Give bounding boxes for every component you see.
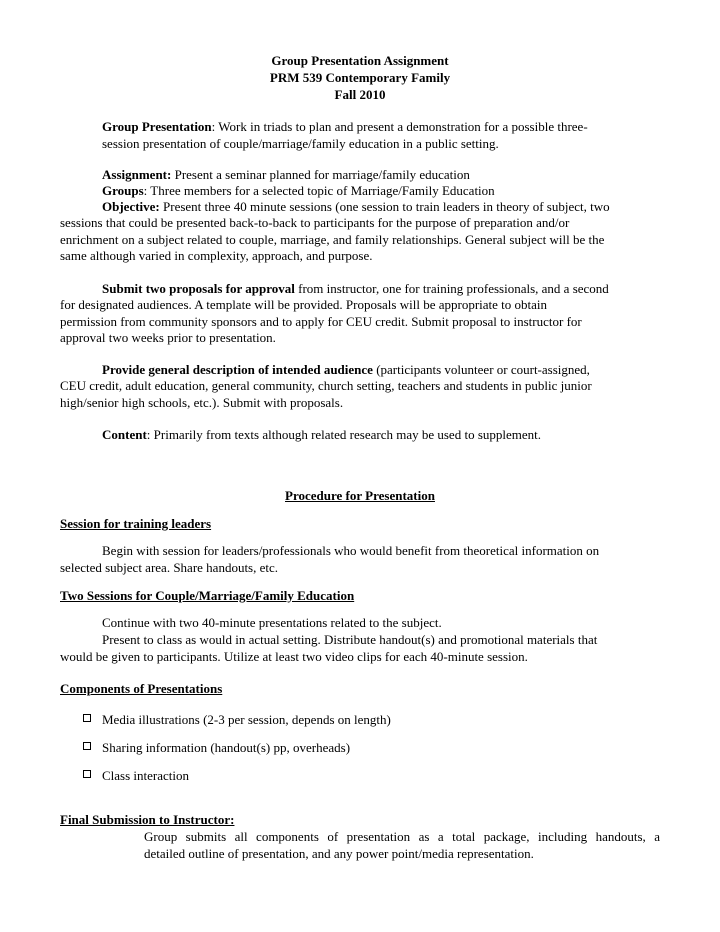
components-heading: Components of Presentations — [60, 681, 223, 696]
content-label: Content — [102, 427, 147, 442]
submit-line-1: Submit two proposals for approval from instructor, one for training professionals, and a second — [102, 281, 609, 296]
objective-line-3: enrichment on a subject related to couple, marriage, and family relationships. General subject will be the — [60, 232, 605, 247]
assignment-line: Assignment: Present a seminar planned for marriage/family education — [102, 167, 470, 182]
content-line: Content: Primarily from texts although related research may be used to supplement. — [102, 427, 542, 442]
component-item-media: Media illustrations (2-3 per session, depends on length) — [102, 712, 391, 727]
term: Fall 2010 — [334, 87, 386, 102]
component-item-interaction: Class interaction — [102, 768, 190, 783]
checkbox-icon — [83, 714, 91, 722]
training-line-2: selected subject area. Share handouts, etc. — [60, 560, 279, 575]
checkbox-icon — [83, 742, 91, 750]
objective-label: Objective: — [102, 199, 160, 214]
group-presentation-label: Group Presentation — [102, 119, 212, 134]
description-line-2: CEU credit, adult education, general community, church setting, teachers and students in public junior — [60, 378, 592, 393]
objective-line-2: sessions that could be presented back-to-back to participants for the purpose of preparation and/or — [60, 215, 570, 230]
submit-label: Submit two proposals for approval — [102, 281, 295, 296]
submit-line-4: approval two weeks prior to presentation. — [60, 330, 276, 345]
group-presentation-line-1: Group Presentation: Work in triads to plan and present a demonstration for a possible three- — [102, 119, 588, 134]
groups-line: Groups: Three members for a selected topic of Marriage/Family Education — [102, 183, 495, 198]
objective-line-1: Objective: Present three 40 minute sessions (one session to train leaders in theory of subject, two — [102, 199, 610, 214]
two-sessions-heading: Two Sessions for Couple/Marriage/Family Education — [60, 588, 355, 603]
objective-line-4: same although varied in complexity, approach, and purpose. — [60, 248, 373, 263]
two-sessions-line-1: Continue with two 40-minute presentations related to the subject. — [102, 615, 442, 630]
component-item-sharing: Sharing information (handout(s) pp, overheads) — [102, 740, 351, 755]
document-title: Group Presentation Assignment — [271, 53, 449, 68]
description-line-1: Provide general description of intended audience (participants volunteer or court-assigned, — [102, 362, 590, 377]
submit-line-2: for designated audiences. A template will be provided. Proposals will be appropriate to obtain — [60, 297, 548, 312]
final-line-1: Group submits all components of presentation as a total package, including handouts, a — [144, 829, 660, 844]
group-presentation-line-2: session presentation of couple/marriage/family education in a public setting. — [102, 136, 499, 151]
final-line-2: detailed outline of presentation, and any power point/media representation. — [144, 846, 534, 861]
description-line-3: high/senior high schools, etc.). Submit with proposals. — [60, 395, 344, 410]
training-line-1: Begin with session for leaders/professionals who would benefit from theoretical information on — [102, 543, 600, 558]
description-label: Provide general description of intended audience — [102, 362, 373, 377]
two-sessions-line-2: Present to class as would in actual setting. Distribute handout(s) and promotional materials that — [102, 632, 598, 647]
groups-label: Groups — [102, 183, 144, 198]
course-name: PRM 539 Contemporary Family — [269, 70, 451, 85]
final-heading: Final Submission to Instructor: — [60, 812, 235, 827]
two-sessions-line-3: would be given to participants. Utilize at least two video clips for each 40-minute session. — [60, 649, 528, 664]
submit-line-3: permission from community sponsors and to apply for CEU credit. Submit proposal to instructor for — [60, 314, 582, 329]
checkbox-icon — [83, 770, 91, 778]
procedure-heading: Procedure for Presentation — [285, 488, 435, 503]
training-heading: Session for training leaders — [60, 516, 212, 531]
assignment-label: Assignment: — [102, 167, 172, 182]
